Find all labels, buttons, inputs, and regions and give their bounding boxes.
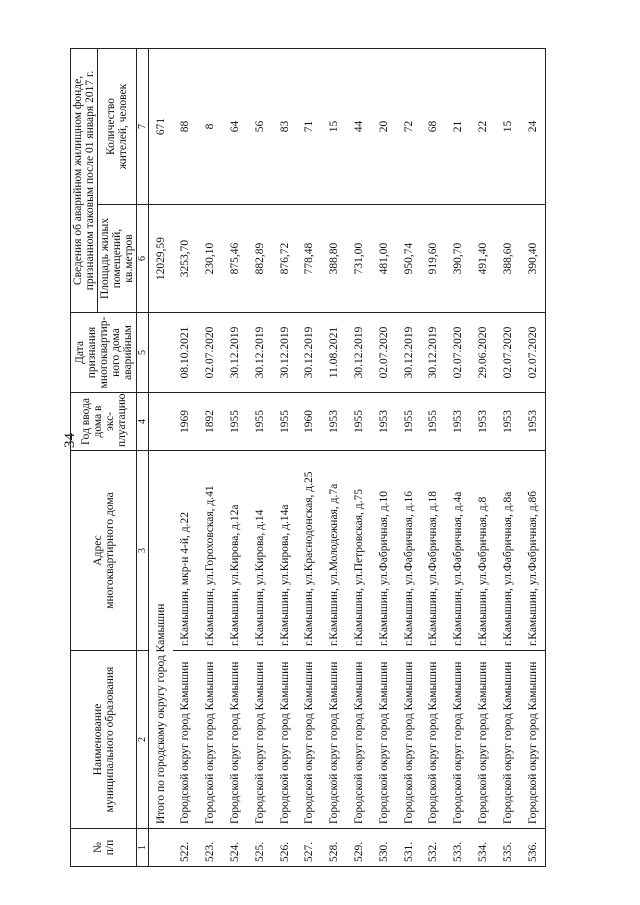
row-date: 02.07.2020 — [520, 313, 545, 393]
index-cell: 1 — [137, 829, 149, 867]
row-date: 30.12.2019 — [247, 313, 272, 393]
page-number: 34 — [62, 433, 78, 448]
row-area: 731,00 — [347, 205, 372, 313]
row-date: 11.08.2021 — [322, 313, 347, 393]
header-residents: Количество жителей, человек — [98, 48, 137, 204]
total-row — [149, 48, 174, 866]
table-row — [223, 48, 248, 866]
row-municipality: Городской округ город Камышин — [347, 651, 372, 829]
row-date: 02.07.2020 — [371, 313, 396, 393]
row-residents: 8 — [198, 48, 223, 204]
row-year: 1953 — [371, 393, 396, 451]
row-residents: 83 — [272, 48, 297, 204]
table-row — [446, 48, 471, 866]
row-year: 1960 — [297, 393, 322, 451]
row-date: 30.12.2019 — [272, 313, 297, 393]
row-residents: 71 — [297, 48, 322, 204]
row-area: 390,70 — [446, 205, 471, 313]
row-municipality: Городской округ город Камышин — [446, 651, 471, 829]
row-year: 1953 — [520, 393, 545, 451]
row-municipality: Городской округ город Камышин — [471, 651, 496, 829]
row-year: 1953 — [495, 393, 520, 451]
row-date: 02.07.2020 — [495, 313, 520, 393]
header-area: Площадь жилых помещений, кв.метров — [98, 205, 137, 313]
row-year: 1955 — [247, 393, 272, 451]
column-index-row — [137, 48, 149, 866]
total-empty-cell — [149, 393, 174, 451]
row-area: 3253,70 — [173, 205, 198, 313]
row-address: г.Камышин, ул.Кирова, д.12а — [223, 451, 248, 651]
row-number: 528. — [322, 829, 347, 867]
rotated-page-content — [70, 49, 538, 867]
row-number: 524. — [223, 829, 248, 867]
table-row — [272, 48, 297, 866]
row-municipality: Городской округ город Камышин — [322, 651, 347, 829]
row-residents: 72 — [396, 48, 421, 204]
total-area: 12029,59 — [149, 205, 174, 313]
index-cell: 7 — [137, 48, 149, 204]
index-cell: 3 — [137, 451, 149, 651]
row-area: 230,10 — [198, 205, 223, 313]
row-area: 481,00 — [371, 205, 396, 313]
row-residents: 44 — [347, 48, 372, 204]
row-number: 532. — [421, 829, 446, 867]
total-empty-cell — [149, 829, 174, 867]
row-year: 1955 — [421, 393, 446, 451]
header-emergency-fund: Сведения об аварийном жилищном фонде, признанном таковым после 01 января 2017 г. — [71, 48, 98, 312]
row-area: 388,80 — [322, 205, 347, 313]
row-number: 522. — [173, 829, 198, 867]
row-number: 526. — [272, 829, 297, 867]
row-municipality: Городской округ город Камышин — [520, 651, 545, 829]
row-municipality: Городской округ город Камышин — [198, 651, 223, 829]
row-address: г.Камышин, ул.Кирова, д.14а — [272, 451, 297, 651]
index-cell: 2 — [137, 651, 149, 829]
row-address: г.Камышин, ул.Фабричная, д.16 — [396, 451, 421, 651]
row-year: 1953 — [446, 393, 471, 451]
row-area: 950,74 — [396, 205, 421, 313]
table-row — [297, 48, 322, 866]
row-address: г.Камышин, ул.Краснодонская, д.25 — [297, 451, 322, 651]
row-number: 529. — [347, 829, 372, 867]
row-number: 533. — [446, 829, 471, 867]
row-address: г.Камышин, ул.Фабричная, д.8 — [471, 451, 496, 651]
header-year: Год ввода дома в экс- плуатацию — [71, 393, 137, 451]
row-municipality: Городской округ город Камышин — [495, 651, 520, 829]
row-number: 530. — [371, 829, 396, 867]
row-number: 527. — [297, 829, 322, 867]
row-residents: 20 — [371, 48, 396, 204]
row-date: 02.07.2020 — [198, 313, 223, 393]
row-date: 02.07.2020 — [446, 313, 471, 393]
row-number: 523. — [198, 829, 223, 867]
row-date: 30.12.2019 — [223, 313, 248, 393]
total-empty-cell — [149, 313, 174, 393]
row-residents: 88 — [173, 48, 198, 204]
table-row — [347, 48, 372, 866]
row-date: 08.10.2021 — [173, 313, 198, 393]
row-address: г.Камышин, ул.Петровская, д.75 — [347, 451, 372, 651]
row-municipality: Городской округ город Камышин — [247, 651, 272, 829]
row-area: 390,40 — [520, 205, 545, 313]
header-date: Дата признания многоквартир- ного дома аварийным — [71, 313, 137, 393]
row-address: г.Камышин, ул.Фабричная, д.8а — [495, 451, 520, 651]
row-date: 30.12.2019 — [347, 313, 372, 393]
row-year: 1953 — [322, 393, 347, 451]
row-area: 491,40 — [471, 205, 496, 313]
index-cell: 6 — [137, 205, 149, 313]
row-residents: 22 — [471, 48, 496, 204]
row-address: г.Камышин, ул.Гороховская, д.41 — [198, 451, 223, 651]
header-number: № п/п — [71, 829, 137, 867]
table-row — [471, 48, 496, 866]
emergency-housing-table — [70, 48, 546, 867]
row-area: 882,89 — [247, 205, 272, 313]
row-address: г.Камышин, ул.Фабричная, д.8б — [520, 451, 545, 651]
row-address: г.Камышин, ул.Фабричная, д.10 — [371, 451, 396, 651]
index-cell: 4 — [137, 393, 149, 451]
row-residents: 15 — [322, 48, 347, 204]
table-row — [520, 48, 545, 866]
row-address: г.Камышин, ул.Фабричная, д.18 — [421, 451, 446, 651]
row-year: 1892 — [198, 393, 223, 451]
row-residents: 68 — [421, 48, 446, 204]
row-municipality: Городской округ город Камышин — [173, 651, 198, 829]
row-municipality: Городской округ город Камышин — [396, 651, 421, 829]
table-row — [198, 48, 223, 866]
index-cell: 5 — [137, 313, 149, 393]
row-residents: 21 — [446, 48, 471, 204]
row-address: г.Камышин, ул.Молодежная, д.7а — [322, 451, 347, 651]
row-date: 30.12.2019 — [297, 313, 322, 393]
table-row — [247, 48, 272, 866]
row-year: 1955 — [272, 393, 297, 451]
table-row — [495, 48, 520, 866]
row-number: 525. — [247, 829, 272, 867]
table-row — [371, 48, 396, 866]
row-area: 875,46 — [223, 205, 248, 313]
row-number: 535. — [495, 829, 520, 867]
row-date: 29.06.2020 — [471, 313, 496, 393]
row-municipality: Городской округ город Камышин — [371, 651, 396, 829]
row-address: г.Камышин, ул.Кирова, д.14 — [247, 451, 272, 651]
row-area: 388,60 — [495, 205, 520, 313]
row-residents: 64 — [223, 48, 248, 204]
table-row — [396, 48, 421, 866]
row-address: г.Камышин, ул.Фабричная, д.4а — [446, 451, 471, 651]
total-residents: 671 — [149, 48, 174, 204]
row-year: 1969 — [173, 393, 198, 451]
row-municipality: Городской округ город Камышин — [223, 651, 248, 829]
row-residents: 56 — [247, 48, 272, 204]
table-row — [421, 48, 446, 866]
header-row — [71, 48, 98, 866]
header-municipality: Наименование муниципального образования — [71, 651, 137, 829]
row-area: 778,48 — [297, 205, 322, 313]
row-municipality: Городской округ город Камышин — [272, 651, 297, 829]
row-year: 1955 — [396, 393, 421, 451]
row-date: 30.12.2019 — [396, 313, 421, 393]
row-number: 534. — [471, 829, 496, 867]
row-address: г.Камышин, мкр-н 4-й, д.22 — [173, 451, 198, 651]
row-municipality: Городской округ город Камышин — [421, 651, 446, 829]
row-year: 1955 — [223, 393, 248, 451]
row-area: 919,60 — [421, 205, 446, 313]
table-row — [173, 48, 198, 866]
row-number: 536. — [520, 829, 545, 867]
total-label: Итого по городскому округу город Камышин — [149, 451, 174, 829]
row-date: 30.12.2019 — [421, 313, 446, 393]
row-municipality: Городской округ город Камышин — [297, 651, 322, 829]
row-residents: 15 — [495, 48, 520, 204]
table-row — [322, 48, 347, 866]
header-address: Адрес многоквартирного дома — [71, 451, 137, 651]
row-year: 1953 — [471, 393, 496, 451]
row-year: 1955 — [347, 393, 372, 451]
row-number: 531. — [396, 829, 421, 867]
row-residents: 24 — [520, 48, 545, 204]
row-area: 876,72 — [272, 205, 297, 313]
